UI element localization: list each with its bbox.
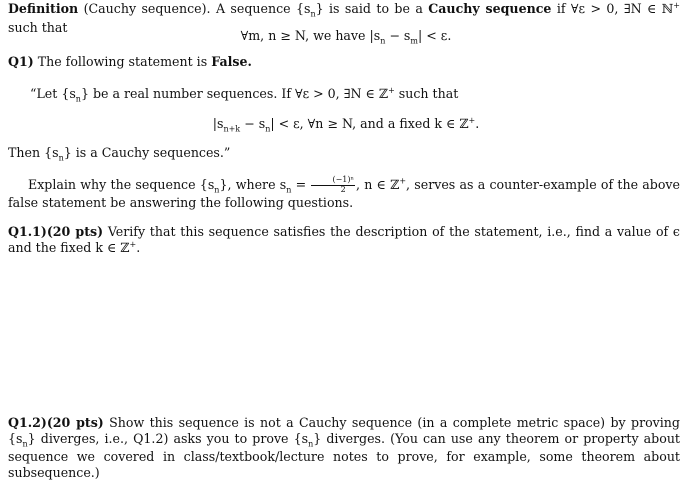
- quote-sub: n: [75, 94, 81, 104]
- definition-sup: +: [673, 1, 680, 10]
- q11-text: Verify that this sequence satisfies the description of the statement, i.e., find a value of ϵ and the fixed k ∈ ℤ: [8, 224, 680, 255]
- q1-heading: [8, 54, 680, 70]
- explain-sub: n: [214, 185, 220, 195]
- explain-text: , serves as a counter-example of the above false statement be answering the following questions.: [8, 176, 680, 211]
- q12-text: Show this sequence is not a Cauchy sequence (in a complete metric space) by proving {s: [8, 415, 680, 446]
- quote-text: such that: [398, 86, 459, 102]
- formula-text: − s: [385, 28, 411, 43]
- then-text: } is a Cauchy sequences.”: [63, 145, 231, 160]
- quote-sup: +: [388, 86, 395, 95]
- definition-text: } is said to be a: [315, 1, 423, 17]
- formula-sub: m: [410, 36, 418, 46]
- definition-paren: (Cauchy sequence).: [83, 1, 211, 17]
- explain-paragraph: [8, 176, 680, 211]
- definition-text: such that: [8, 19, 68, 35]
- definition-formula: [0, 28, 692, 47]
- formula-sub: n+k: [223, 124, 241, 134]
- definition-term: Cauchy sequence: [428, 1, 552, 17]
- definition-text: A sequence {s: [215, 1, 311, 17]
- formula-sup: +: [468, 116, 476, 125]
- q1-label: Q1): [8, 54, 34, 69]
- formula-sub: n: [265, 124, 271, 134]
- then-sub: n: [58, 153, 64, 163]
- quote-text: } be a real number sequences. If ∀ε > 0, ∃N ∈ ℤ: [80, 86, 389, 102]
- explain-text: =: [291, 176, 311, 192]
- fraction-numerator: (−1)ⁿ: [311, 176, 355, 186]
- q11-text: .: [136, 239, 141, 255]
- formula-text: | < ε, ∀n ≥ N, and a fixed k ∈ ℤ: [270, 116, 469, 132]
- quote-then: [8, 145, 680, 164]
- explain-text: , n ∈ ℤ: [355, 176, 400, 192]
- q12-label: Q1.2)(20 pts): [8, 415, 104, 430]
- quote-text: “Let {s: [30, 86, 76, 102]
- then-text: Then {s: [8, 145, 59, 160]
- definition-sub: n: [310, 9, 316, 19]
- formula-text: ∀m, n ≥ N, we have |s: [240, 28, 381, 43]
- q11-label: Q1.1)(20 pts): [8, 224, 104, 239]
- formula-text: |s: [212, 116, 224, 132]
- explain-sup: +: [399, 176, 407, 186]
- formula-text: .: [475, 116, 480, 132]
- formula-text: − s: [240, 116, 266, 132]
- explain-text: Explain why the sequence {s: [28, 176, 215, 192]
- q1-intro: The following statement is: [37, 54, 208, 69]
- q1-false: False.: [211, 54, 252, 69]
- q12-text: } diverges, i.e., Q1.2) asks you to prove {s: [27, 430, 309, 446]
- formula-sub: n: [380, 36, 386, 46]
- q11-paragraph: [8, 224, 680, 256]
- q12-sub: n: [308, 439, 314, 449]
- quote-formula: [0, 116, 692, 135]
- q12-text: } diverges. (You can use any theorem or property about sequence we covered in class/textbook/lecture notes to prove, for example, some theorem about subsequence.): [8, 430, 680, 480]
- formula-text: | < ε.: [418, 28, 452, 43]
- quote-line-1: [30, 86, 680, 105]
- explain-sub: n: [286, 185, 292, 195]
- definition-text: if ∀ε > 0, ∃N ∈ ℕ: [556, 1, 674, 17]
- fraction-denominator: 2: [340, 184, 346, 194]
- definition-heading: Definition: [8, 1, 79, 17]
- q12-paragraph: [8, 415, 680, 481]
- q11-sup: +: [129, 239, 137, 249]
- explain-text: }, where s: [219, 176, 287, 192]
- fraction: [311, 176, 355, 195]
- q12-sub: n: [22, 439, 28, 449]
